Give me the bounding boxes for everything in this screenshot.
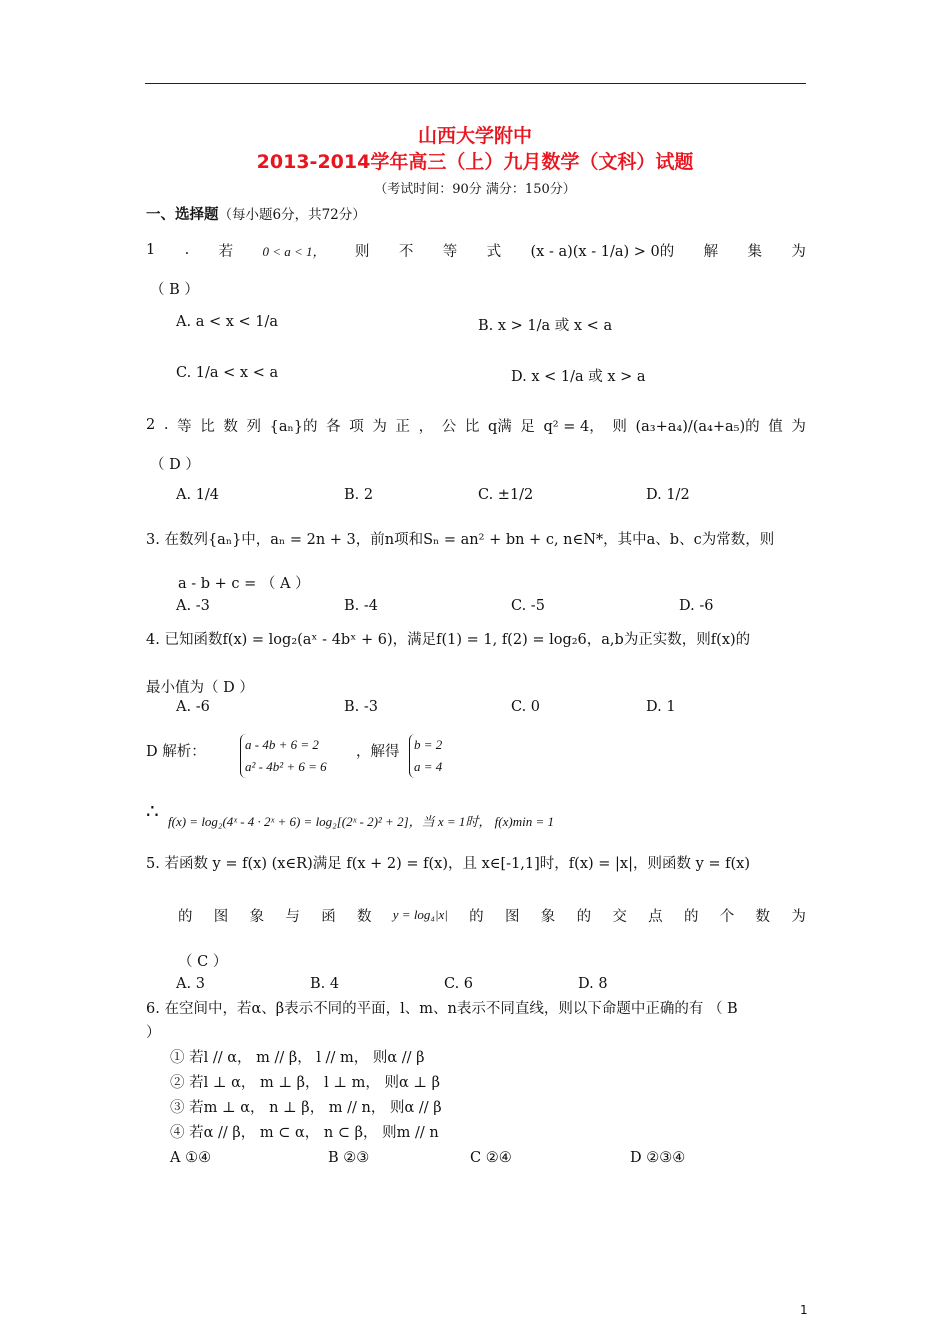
q4-eq-3: b = 2: [414, 737, 443, 752]
q2-char: 各: [326, 418, 341, 435]
q6-option-c: C ②④: [470, 1150, 512, 1166]
q4-option-a: A. -6: [176, 699, 210, 715]
q2-char: .: [163, 417, 169, 433]
section-heading: [146, 203, 366, 224]
q1-char: 解: [703, 243, 719, 260]
q1-char: 不: [398, 243, 414, 260]
q2-char: 等: [177, 418, 192, 435]
q5-char: 的: [469, 908, 484, 925]
school-title: 山西大学附中: [417, 125, 532, 147]
q5-char: 象: [249, 908, 265, 925]
exam-info: （考试时间：90分 满分：150分）: [374, 182, 576, 197]
q6-option-d: D ②③④: [630, 1150, 686, 1166]
q5-char: 的: [683, 908, 699, 925]
q2-char: 列: [246, 418, 261, 435]
q2-char: 项: [349, 418, 364, 435]
q2-char: 为: [372, 418, 387, 435]
q2-option-d: D. 1/2: [646, 487, 690, 503]
q6-statement-2: ② 若l ⊥ α， m ⊥ β， l ⊥ m， 则α ⊥ β: [170, 1075, 440, 1091]
q1-stem: [146, 230, 806, 270]
q1-answer: （ B ）: [150, 282, 199, 298]
q2-stem: [146, 405, 806, 445]
q3-option-a: A. -3: [176, 598, 210, 614]
q2-option-b: B. 2: [344, 487, 374, 503]
q6-option-b: B ②③: [328, 1150, 370, 1166]
q1-char: 0 < a < 1，: [262, 243, 326, 259]
q5-char: 的: [576, 908, 592, 925]
q2-char: ，: [418, 418, 434, 435]
q2-char: q满: [487, 418, 512, 435]
q1-option-c: C. 1/a < x < a: [176, 365, 279, 381]
q5-stem-line2: [178, 898, 806, 932]
q3-stem: 3. 在数列{aₙ}中，aₙ = 2n + 3，前n项和Sₙ = an² + bn + c, n∈N*，其中a、b、c为常数，则: [146, 532, 775, 548]
q5-char: 个: [719, 908, 735, 925]
q1-option-a: A. a < x < 1/a: [176, 314, 279, 330]
q2-char: 则: [612, 418, 627, 435]
therefore-symbol: ∴: [146, 799, 159, 823]
q6-statement-1: ① 若l // α， m // β， l // m， 则α // β: [170, 1050, 425, 1066]
q3-stem-line2: a - b + c = （ A ）: [178, 576, 310, 592]
q3-option-c: C. -5: [511, 598, 545, 614]
q4-analysis-label: D 解析：: [146, 744, 206, 760]
q5-stem: 5. 若函数 y = f(x) (x∈R)满足 f(x + 2) = f(x)，且 x∈[-1,1]时，f(x) = |x|，则函数 y = f(x): [146, 856, 751, 872]
q4-eq-4: a = 4: [414, 759, 443, 774]
q3-option-b: B. -4: [344, 598, 378, 614]
q6-option-a: A ①④: [170, 1150, 212, 1166]
q6-statement-4: ④ 若α // β， m ⊂ α， n ⊂ β， 则m // n: [170, 1125, 439, 1141]
q5-char: 图: [213, 908, 229, 925]
q2-char: 比: [464, 418, 480, 435]
q1-option-d: D. x < 1/a 或 x > a: [511, 369, 646, 385]
q4-stem-line2: 最小值为（ D ）: [146, 680, 254, 696]
q1-char: 为: [791, 243, 806, 260]
q2-option-a: A. 1/4: [176, 487, 220, 503]
q1-char: 1: [146, 242, 156, 258]
q5-option-a: A. 3: [176, 976, 205, 992]
q2-option-c: C. ±1/2: [478, 487, 534, 503]
q1-char: 式: [486, 243, 502, 260]
q4-system-2: [409, 734, 442, 778]
q4-solve-label: ，解得: [356, 744, 400, 760]
section-note: （每小题6分，共72分）: [218, 207, 366, 223]
q5-option-c: C. 6: [444, 976, 474, 992]
q1-char: 等: [442, 243, 458, 260]
q5-char: 函: [321, 908, 336, 925]
q5-option-b: B. 4: [310, 976, 340, 992]
q5-char: 图: [504, 908, 520, 925]
q2-char: 公: [441, 418, 457, 435]
q4-system-1: [240, 734, 327, 778]
q5-char: 的: [178, 908, 193, 925]
q2-char: 值: [768, 418, 783, 435]
q2-char: {aₙ}的: [269, 418, 318, 435]
q4-stem: 4. 已知函数f(x) = log₂(aˣ - 4bˣ + 6)，满足f(1) = 1, f(2) = log₂6，a,b为正实数，则f(x)的: [146, 632, 751, 648]
q2-char: q² = 4，: [543, 418, 604, 435]
q5-option-d: D. 8: [578, 976, 608, 992]
q2-answer: （ D ）: [150, 457, 200, 473]
q1-char: 若: [218, 243, 234, 260]
q5-char: 数: [356, 908, 372, 925]
q6-statement-3: ③ 若m ⊥ α， n ⊥ β， m // n， 则α // β: [170, 1100, 442, 1116]
q2-char: 足: [520, 418, 535, 435]
q1-option-b: B. x > 1/a 或 x < a: [478, 318, 613, 334]
q5-char: 与: [285, 908, 300, 925]
q1-char: .: [184, 242, 190, 258]
q1-char: 集: [747, 243, 763, 260]
q5-char: 交: [612, 908, 627, 925]
page-number: 1: [800, 1303, 808, 1317]
q4-option-d: D. 1: [646, 699, 676, 715]
q5-char: 为: [791, 908, 806, 925]
q5-char: 象: [540, 908, 556, 925]
q5-answer: （ C ）: [178, 954, 228, 970]
q3-option-d: D. -6: [679, 598, 714, 614]
q4-eq-2: a² - 4b² + 6 = 6: [245, 759, 327, 774]
q2-char: 为: [791, 418, 806, 435]
q5-char: 点: [648, 908, 663, 925]
q2-char: 比: [200, 418, 215, 435]
q4-eq-1: a - 4b + 6 = 2: [245, 737, 319, 752]
q5-char: y = log₄|x|: [392, 907, 448, 922]
q6-stem: 6. 在空间中，若α、β表示不同的平面，l、m、n表示不同直线，则以下命题中正确的有 （ B: [146, 1001, 738, 1017]
q2-char: (a₃+a₄)/(a₄+a₅)的: [635, 418, 760, 435]
q1-char: (x - a)(x - 1/a) > 0的: [530, 243, 675, 260]
section-title: 一、选择题: [146, 206, 219, 223]
q5-char: 数: [755, 908, 771, 925]
q6-stem-cont: ）: [146, 1025, 161, 1041]
header-rule: [145, 83, 806, 84]
q4-min-expression: f(x) = log₂(4ˣ - 4 · 2ˣ + 6) = log₂[(2ˣ - 2)² + 2]，当 x = 1时， f(x)min = 1: [168, 814, 554, 829]
q2-char: 数: [223, 418, 238, 435]
q2-char: 正: [395, 418, 410, 435]
q4-option-b: B. -3: [344, 699, 378, 715]
q4-option-c: C. 0: [511, 699, 541, 715]
q2-char: 2: [146, 417, 156, 433]
q1-char: 则: [354, 243, 370, 260]
exam-title: 2013-2014学年高三（上）九月数学（文科）试题: [256, 151, 694, 173]
